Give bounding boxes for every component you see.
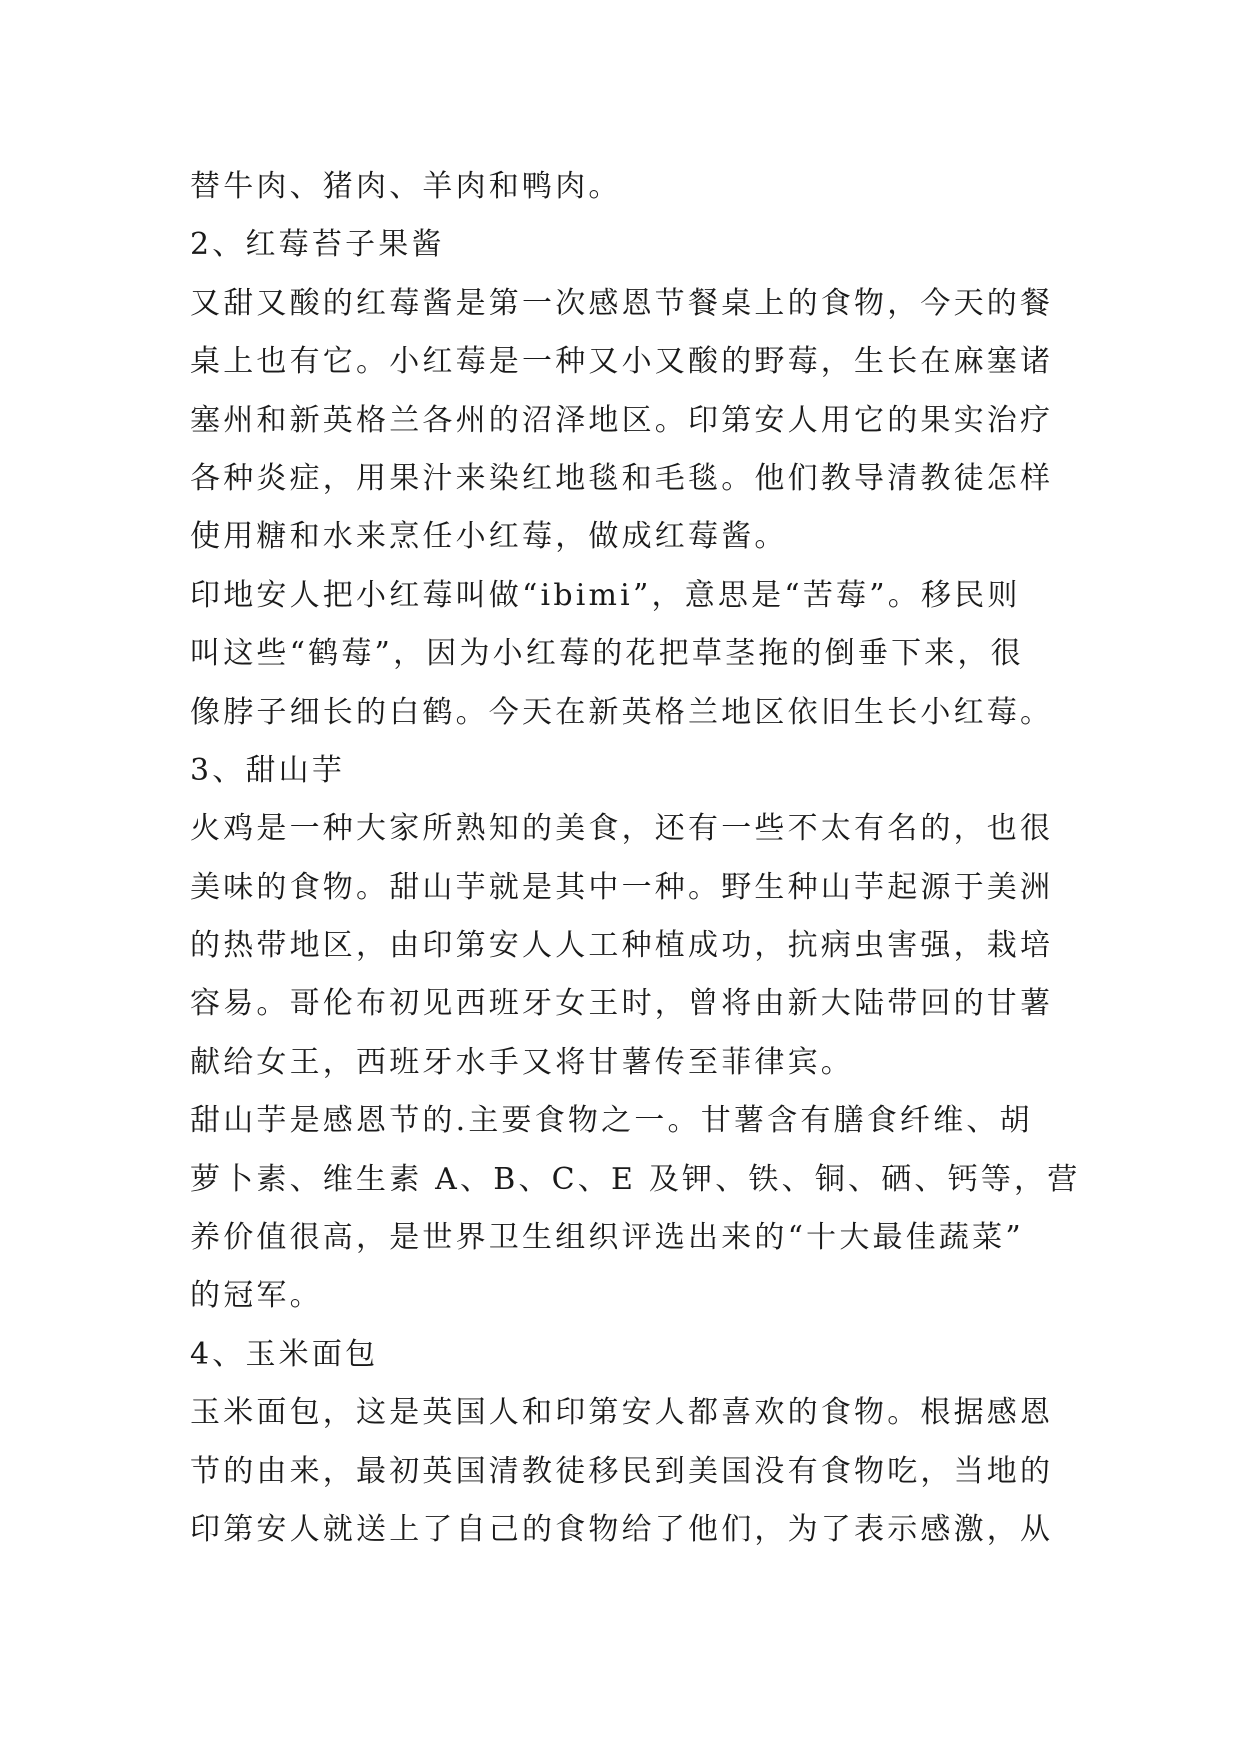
text-line: 献给女王，西班牙水手又将甘薯传至菲律宾。 xyxy=(190,1044,854,1080)
text-line: 萝卜素、维生素 A、B、C、E 及钾、铁、铜、硒、钙等，营 xyxy=(190,1161,1081,1197)
section-heading: 4、玉米面包 xyxy=(190,1336,379,1372)
section-heading: 2、红莓苔子果酱 xyxy=(190,227,445,263)
text-line: 美味的食物。甜山芋就是其中一种。野生种山芋起源于美洲 xyxy=(190,869,1054,905)
text-line: 火鸡是一种大家所熟知的美食，还有一些不太有名的，也很 xyxy=(190,811,1054,847)
text-line: 塞州和新英格兰各州的沼泽地区。印第安人用它的果实治疗 xyxy=(190,402,1054,438)
text-line: 替牛肉、猪肉、羊肉和鸭肉。 xyxy=(190,169,622,204)
document-body xyxy=(190,158,1090,1559)
text-line: 印第安人就送上了自己的食物给了他们，为了表示感激，从 xyxy=(190,1511,1054,1547)
text-line: 印地安人把小红莓叫做“ibimi”，意思是“苦莓”。移民则 xyxy=(190,577,1021,613)
text-line: 使用糖和水来烹任小红莓，做成红莓酱。 xyxy=(190,519,788,555)
text-line: 各种炎症，用果汁来染红地毯和毛毯。他们教导清教徒怎样 xyxy=(190,460,1054,496)
text-line: 桌上也有它。小红莓是一种又小又酸的野莓，生长在麻塞诸 xyxy=(190,344,1054,380)
text-line: 甜山芋是感恩节的.主要食物之一。甘薯含有膳食纤维、胡 xyxy=(190,1103,1033,1139)
text-line: 的冠军。 xyxy=(190,1278,323,1314)
text-line: 玉米面包，这是英国人和印第安人都喜欢的食物。根据感恩 xyxy=(190,1395,1054,1431)
text-line: 又甜又酸的红莓酱是第一次感恩节餐桌上的食物，今天的餐 xyxy=(190,285,1054,321)
section-heading: 3、甜山芋 xyxy=(190,752,346,788)
text-line: 节的由来，最初英国清教徒移民到美国没有食物吃，当地的 xyxy=(190,1453,1054,1489)
text-line: 容易。哥伦布初见西班牙女王时，曾将由新大陆带回的甘薯 xyxy=(190,986,1054,1022)
text-line: 像脖子细长的白鹤。今天在新英格兰地区依旧生长小红莓。 xyxy=(190,694,1054,730)
text-line: 的热带地区，由印第安人人工种植成功，抗病虫害强，栽培 xyxy=(190,928,1054,964)
text-line: 养价值很高，是世界卫生组织评选出来的“十大最佳蔬菜” xyxy=(190,1220,1024,1256)
text-line: 叫这些“鹤莓”，因为小红莓的花把草茎拖的倒垂下来，很 xyxy=(190,636,1024,672)
